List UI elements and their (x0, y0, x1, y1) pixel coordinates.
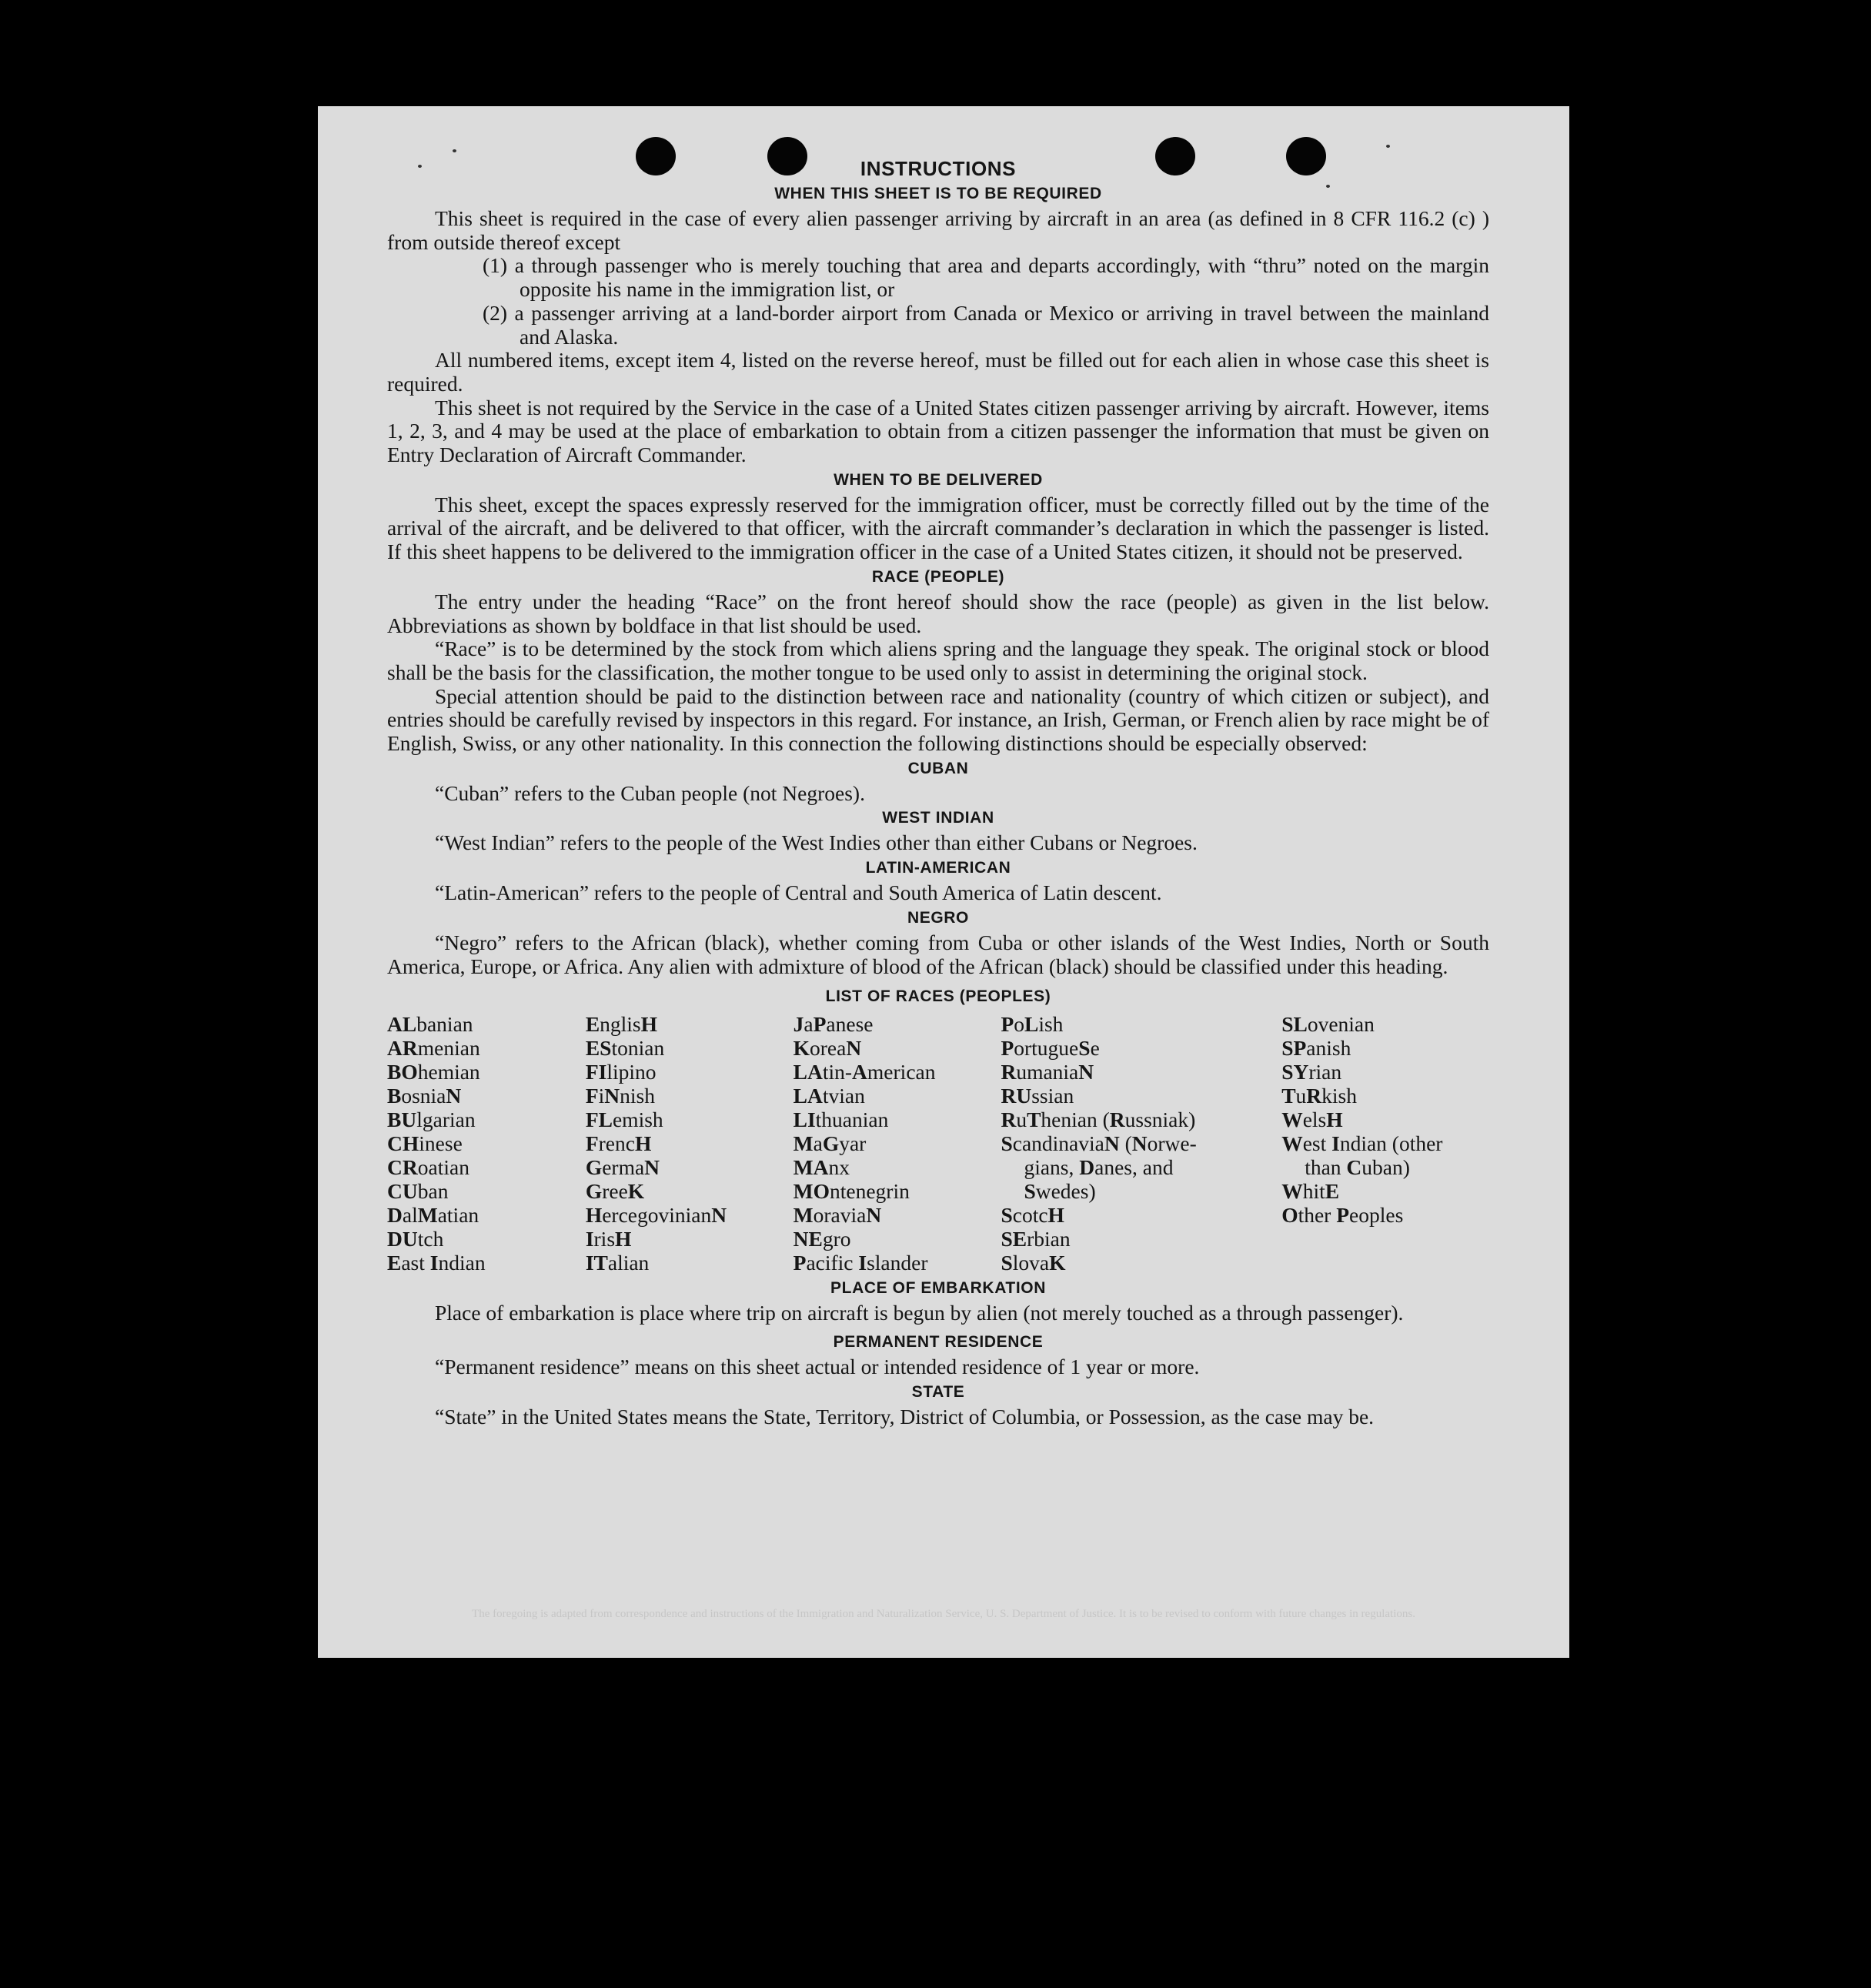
race-item: EStonian (585, 1036, 665, 1061)
section-heading-state: STATE (911, 1382, 965, 1401)
instructions-content (387, 155, 1489, 1428)
race-item: LAtin-American (793, 1060, 936, 1084)
race-item: FrencH (585, 1131, 652, 1156)
faint-footer-text: The foregoing is adapted from correspondence and instructions of the Immigration and Naturalization Service, U. S. Department of Justice. It is to be revised to conform with future changes in regulations. (472, 1608, 1415, 1620)
paragraph-not-required: This sheet is not required by the Service in the case of a United States citizen passenger arriving by aircraft. However, items 1, 2, 3, and 4 may be used at the place of embarkation to obtain from a citizen passenger the information that must be given on Entry Declaration of Aircraft Commander. (387, 395, 1489, 467)
race-item: MAnx (793, 1155, 850, 1180)
race-item: MaGyar (793, 1131, 867, 1156)
race-item: LIthuanian (793, 1108, 889, 1132)
paragraph-latin-american: “Latin-American” refers to the people of Central and South America of Latin descent. (435, 880, 1162, 905)
race-item: JaPanese (793, 1012, 874, 1037)
race-column-1 (387, 1012, 586, 1275)
race-item-continuation: Swedes) (1024, 1179, 1096, 1204)
paragraph-negro: “Negro” refers to the African (black), whether coming from Cuba or other islands of the West Indies, North or South America, Europe, or Africa. Any alien with admixture of blood of the African (black) should be classified under this heading. (387, 930, 1489, 978)
race-item: Pacific Islander (793, 1251, 928, 1275)
race-column-3 (794, 1012, 1001, 1275)
race-item: Other Peoples (1281, 1203, 1404, 1228)
race-item: RUssian (1001, 1084, 1074, 1108)
paragraph-west-indian: “West Indian” refers to the people of the West Indies other than either Cubans or Negroes. (435, 830, 1198, 855)
race-item: DUtch (387, 1227, 444, 1251)
race-item: KoreaN (793, 1036, 862, 1061)
speck (1386, 145, 1390, 148)
race-item: RumaniaN (1001, 1060, 1094, 1084)
race-item: MOntenegrin (793, 1179, 910, 1204)
section-heading-when-delivered: WHEN TO BE DELIVERED (834, 470, 1043, 489)
race-item: CRoatian (387, 1155, 469, 1180)
page-title: INSTRUCTIONS (860, 157, 1017, 180)
race-item: CUban (387, 1179, 449, 1204)
race-item: SlovaK (1001, 1251, 1066, 1275)
exception-item-2: (2) a passenger arriving at a land-border airport from Canada or Mexico or arriving in travel between the mainland and Alaska. (483, 300, 1489, 349)
race-item: BUlgarian (387, 1108, 476, 1132)
race-item: ARmenian (387, 1036, 480, 1061)
race-item: SLovenian (1281, 1012, 1375, 1037)
race-item: BosniaN (387, 1084, 462, 1108)
race-item-continuation: gians, Danes, and (1024, 1155, 1174, 1180)
section-heading-latin-american: LATIN-AMERICAN (865, 859, 1011, 877)
race-column-4 (1001, 1012, 1281, 1275)
paragraph-race-distinction: Special attention should be paid to the distinction between race and nationality (country of which citizen or subject), and entries should be carefully revised by inspectors in this regard. For instance, an Irish, German, or French alien by race might be of English, Swiss, or any other nationality. In this connection the following distinctions should be especially observed: (387, 683, 1489, 756)
paragraph-residence: “Permanent residence” means on this sheet actual or intended residence of 1 year or more. (435, 1354, 1200, 1378)
race-item: GreeK (585, 1179, 645, 1204)
race-item: CHinese (387, 1131, 463, 1156)
race-item: NEgro (793, 1227, 851, 1251)
paragraph-numbered-items: All numbered items, except item 4, listed on the reverse hereof, must be filled out for each alien in whose case this sheet is required. (387, 348, 1489, 396)
paragraph-race-entry: The entry under the heading “Race” on the front hereof should show the race (people) as given in the list below. Abbreviations as shown by boldface in that list should be used. (387, 589, 1489, 637)
race-item: HercegovinianN (585, 1203, 727, 1228)
race-item: TuRkish (1281, 1084, 1357, 1108)
race-item: GermaN (585, 1155, 660, 1180)
paragraph-delivered: This sheet, except the spaces expressly reserved for the immigration officer, must be correctly filled out by the time of the arrival of the aircraft, and be delivered to that officer, with the aircraft commander’s declaration in which the passenger is listed. If this sheet happens to be delivered to the immigration officer in the case of a United States citizen, it should not be preserved. (387, 492, 1489, 564)
race-column-2 (586, 1012, 794, 1275)
section-heading-when-required: WHEN THIS SHEET IS TO BE REQUIRED (774, 185, 1102, 202)
race-item: ScandinaviaN (Norwe- (1001, 1131, 1197, 1156)
paragraph-cuban: “Cuban” refers to the Cuban people (not Negroes). (435, 780, 865, 805)
race-column-5 (1281, 1012, 1489, 1275)
section-heading-embarkation: PLACE OF EMBARKATION (830, 1279, 1046, 1298)
speck (453, 149, 456, 152)
race-item: PoLish (1001, 1012, 1064, 1037)
section-heading-negro: NEGRO (907, 908, 969, 927)
race-item: SErbian (1001, 1227, 1071, 1251)
section-heading-race: RACE (PEOPLE) (871, 567, 1005, 586)
section-heading-west-indian: WEST INDIAN (882, 809, 994, 827)
race-item: SYrian (1281, 1060, 1342, 1084)
race-item: SPanish (1281, 1036, 1351, 1061)
race-item: PortugueSe (1001, 1036, 1100, 1061)
race-item: East Indian (387, 1251, 486, 1275)
exception-item-1: (1) a through passenger who is merely touching that area and departs accordingly, with “thru” noted on the margin opposite his name in the immigration list, or (483, 253, 1489, 302)
race-item: FIlipino (585, 1060, 657, 1084)
paragraph-required-intro: This sheet is required in the case of every alien passenger arriving by aircraft in an area (as defined in 8 CFR 116.2 (c) ) from outside thereof except (387, 206, 1489, 254)
race-item: West Indian (other (1281, 1131, 1443, 1156)
race-item: LAtvian (793, 1084, 865, 1108)
race-item: EnglisH (585, 1012, 658, 1037)
race-item-continuation: than Cuban) (1305, 1155, 1410, 1180)
race-item: WhitE (1281, 1179, 1340, 1204)
section-heading-cuban: CUBAN (907, 759, 969, 777)
race-item: MoraviaN (793, 1203, 882, 1228)
race-item: BOhemian (387, 1060, 480, 1084)
race-item: DalMatian (387, 1203, 479, 1228)
race-item: ScotcH (1001, 1203, 1064, 1228)
section-heading-list-of-races: LIST OF RACES (PEOPLES) (825, 987, 1051, 1006)
race-item: IrisH (585, 1227, 632, 1251)
document-sheet (318, 106, 1569, 1658)
race-item: WelsH (1281, 1108, 1343, 1132)
race-list (387, 1012, 1489, 1275)
race-item: ITalian (585, 1251, 650, 1275)
paragraph-state: “State” in the United States means the State, Territory, District of Columbia, or Possession, as the case may be. (435, 1404, 1375, 1428)
race-item: FLemish (585, 1108, 663, 1132)
race-item: FiNnish (585, 1084, 655, 1108)
section-heading-permanent-residence: PERMANENT RESIDENCE (833, 1332, 1044, 1351)
race-item: RuThenian (Russniak) (1001, 1108, 1196, 1132)
race-item: ALbanian (387, 1012, 473, 1037)
paragraph-embarkation: Place of embarkation is place where trip on aircraft is begun by alien (not merely touched as a through passenger). (435, 1301, 1404, 1325)
paragraph-race-stock: “Race” is to be determined by the stock from which aliens spring and the language they speak. The original stock or blood shall be the basis for the classification, the mother tongue to be used only to assist in determining the original stock. (387, 636, 1489, 684)
